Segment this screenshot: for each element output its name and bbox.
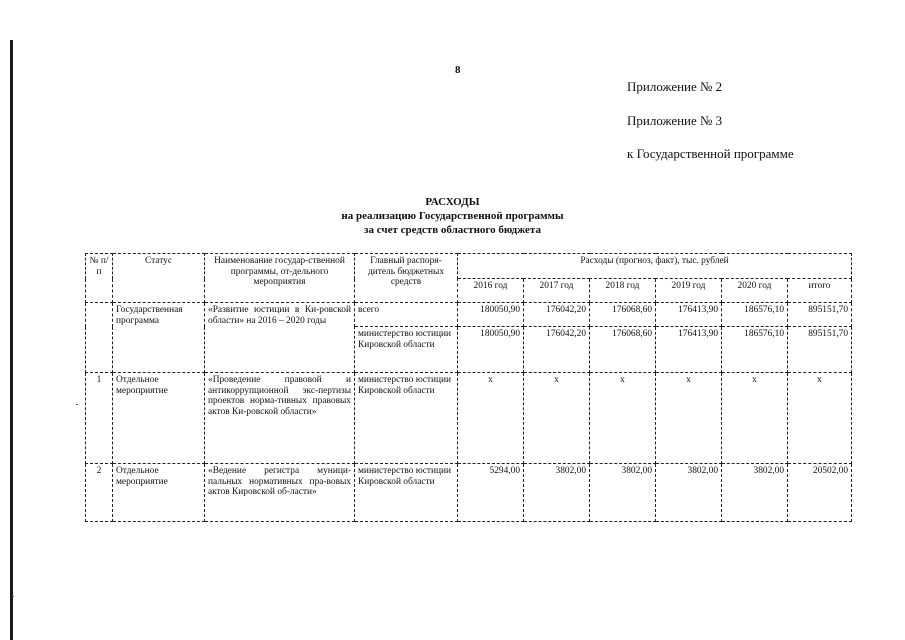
value-cell: 176068,60: [590, 327, 656, 373]
total-cell: 895151,70: [788, 327, 852, 373]
manager-cell: министерство юстиции Кировской области: [355, 373, 458, 464]
value-cell: x: [524, 373, 590, 464]
document-title: РАСХОДЫ: [425, 196, 480, 208]
scan-edge-bar: [10, 40, 13, 640]
activity-status: Отдельное мероприятие: [113, 373, 205, 464]
activity-status: Отдельное мероприятие: [113, 464, 205, 522]
header-year: 2016 год: [458, 279, 524, 303]
manager-cell: министерство юстиции Кировской области: [355, 464, 458, 522]
value-cell: 3802,00: [524, 464, 590, 522]
header-expenses: Расходы (прогноз, факт), тыс. рублей: [458, 254, 852, 279]
header-total: итого: [788, 279, 852, 303]
expenses-table: [85, 253, 852, 522]
document-subtitle-2: за счет средств областного бюджета: [364, 224, 541, 236]
value-cell: 3802,00: [590, 464, 656, 522]
value-cell: 3802,00: [722, 464, 788, 522]
table-row: [86, 303, 852, 327]
header-year: 2020 год: [722, 279, 788, 303]
value-cell: 180050,90: [458, 303, 524, 327]
total-cell: x: [788, 373, 852, 464]
header-name: Наименование государ-ственной программы, от-дельного мероприятия: [205, 254, 355, 303]
manager-cell: всего: [355, 303, 458, 327]
scan-speck: [12, 596, 14, 597]
manager-cell: министерство юстиции Кировской области: [355, 327, 458, 373]
row-num: 2: [86, 464, 113, 522]
table-row: [86, 464, 852, 522]
value-cell: 186576,10: [722, 327, 788, 373]
header-year: 2017 год: [524, 279, 590, 303]
document-subtitle-1: на реализацию Государственной программы: [341, 210, 564, 222]
header-num: № п/п: [86, 254, 113, 303]
appendix-line-1: Приложение № 2: [627, 79, 723, 94]
header-manager: Главный распоря-дитель бюджетных средств: [355, 254, 458, 303]
header-row-1: [86, 254, 852, 279]
value-cell: x: [458, 373, 524, 464]
value-cell: 3802,00: [656, 464, 722, 522]
total-cell: 895151,70: [788, 303, 852, 327]
value-cell: x: [656, 373, 722, 464]
value-cell: 176413,90: [656, 327, 722, 373]
activity-name: «Ведение регистра муници-пальных нормативных пра-вовых актов Кировской об-ласти»: [205, 464, 355, 522]
header-status: Статус: [113, 254, 205, 303]
program-num-cell: [86, 303, 113, 373]
value-cell: 186576,10: [722, 303, 788, 327]
appendix-line-2: Приложение № 3: [627, 113, 723, 128]
value-cell: 5294,00: [458, 464, 524, 522]
total-cell: 20502,00: [788, 464, 852, 522]
program-status: Государственная программа: [113, 303, 205, 373]
value-cell: x: [722, 373, 788, 464]
appendix-line-3: к Государственной программе: [627, 146, 794, 161]
scan-speck: [76, 404, 78, 405]
table-row: [86, 373, 852, 464]
value-cell: 176042,20: [524, 303, 590, 327]
value-cell: 176413,90: [656, 303, 722, 327]
header-year: 2019 год: [656, 279, 722, 303]
header-year: 2018 год: [590, 279, 656, 303]
program-name: «Развитие юстиции в Ки-ровской области» на 2016 – 2020 годы: [205, 303, 355, 373]
value-cell: 180050,90: [458, 327, 524, 373]
page-number: 8: [455, 64, 461, 76]
value-cell: 176042,20: [524, 327, 590, 373]
row-num: 1: [86, 373, 113, 464]
value-cell: 176068,60: [590, 303, 656, 327]
value-cell: x: [590, 373, 656, 464]
activity-name: «Проведение правовой и антикоррупционной экс-пертизы проектов норма-тивных правовых актов Ки-ровской области»: [205, 373, 355, 464]
